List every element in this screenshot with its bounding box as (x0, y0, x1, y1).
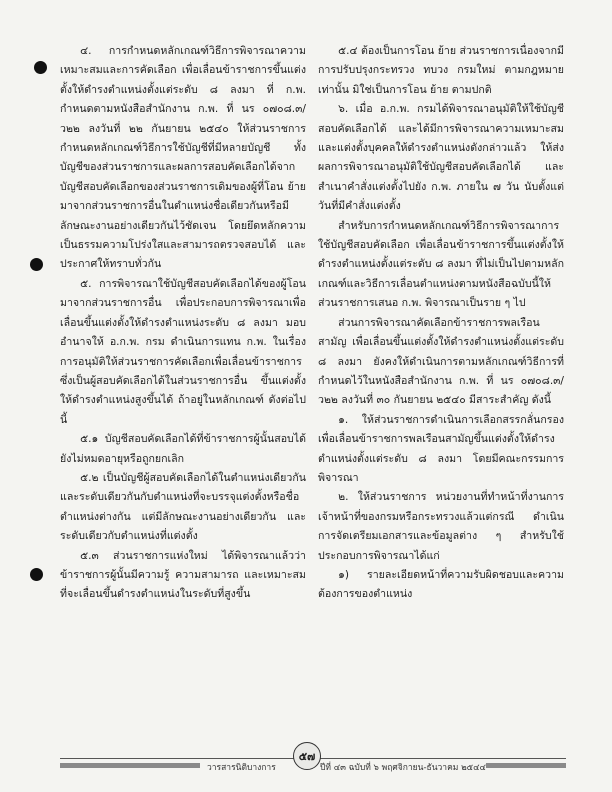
paragraph: ๕. การพิจารณาใช้บัญชีสอบคัดเลือกได้ของผู้โอนมาจากส่วนราชการอื่น เพื่อประกอบการพิจารณาเพื่อเลื่อนขึ้นแต่งตั้งให้ดำรงตำแหน่งระดับ ๘ ลงมา มอบอำนาจให้ อ.ก.พ. กรม ดำเนินการแทน ก.พ. ในเรื่องการอนุมัติให้ส่วนราชการคัดเลือกเพื่อเลื่อนข้าราชการซึ่งเป็นผู้สอบคัดเลือกได้ในส่วนราชการอื่น ขึ้นแต่งตั้งให้ดำรงตำแหน่งสูงขึ้นได้ ถ้าอยู่ในหลักเกณฑ์ ดังต่อไปนี้ (60, 277, 306, 426)
paragraph: ๑) รายละเอียดหน้าที่ความรับผิดชอบและความต้องการของตำแหน่ง (318, 568, 564, 601)
paragraph: ๖. เมื่อ อ.ก.พ. กรมได้พิจารณาอนุมัติให้ใช้บัญชีสอบคัดเลือกได้ และได้มีการพิจารณาความเหมาะสมและแต่งตั้งบุคคลให้ดำรงตำแหน่งดังกล่าวแล้ว ให้ส่งผลการพิจารณาอนุมัติใช้บัญชีสอบคัดเลือกได้ และสำเนาคำสั่งแต่งตั้งไปยัง ก.พ. ภายใน ๗ วัน นับตั้งแต่วันที่มีคำสั่งแต่งตั้ง (318, 103, 564, 213)
paragraph: ๔. การกำหนดหลักเกณฑ์วิธีการพิจารณาความเหมาะสมและการคัดเลือก เพื่อเลื่อนข้าราชการขึ้นแต่งตั้งให้ดำรงตำแหน่งตั้งแต่ระดับ ๘ ลงมา ที่ ก.พ. กำหนดตามหนังสือสำนักงาน ก.พ. ที่ นร ๐๗๐๘.๓/ว๒๒ ลงวันที่ ๒๒ กันยายน ๒๕๔๐ ให้ส่วนราชการกำหนดหลักเกณฑ์วิธีการใช้บัญชีที่มีหลายบัญชี ทั้งบัญชีของส่วนราชการและผลการสอบคัดเลือกได้จากบัญชีสอบคัดเลือกของส่วนราชการเดิมของผู้ที่โอน ย้ายมาจากส่วนราชการอื่นในตำแหน่งชื่อเดียวกันหรือมีลักษณะงานอย่างเดียวกันไว้ชัดเจน โดยยึดหลักความเป็นธรรมความโปร่งใสและสามารถตรวจสอบได้ และประกาศให้ทราบทั่วกัน (60, 45, 306, 271)
footer-decor-bar-left (60, 763, 200, 768)
left-text-column (60, 42, 306, 734)
bullet-mark-middle (30, 258, 43, 271)
page-number: ๕๗ (293, 742, 321, 770)
journal-name: วารสารนิติบางการ (207, 763, 276, 773)
paragraph: ๕.๓ ส่วนราชการแห่งใหม่ ได้พิจารณาแล้วว่า ข้าราชการผู้นั้นมีความรู้ ความสามารถ และเหมาะสมที่จะเลื่อนขึ้นดำรงตำแหน่งในระดับที่สูงขึ้น (60, 549, 306, 601)
issue-info: ปีที่ ๔๓ ฉบับที่ ๖ พฤศจิกายน-ธันวาคม ๒๕๔๔ (320, 763, 486, 773)
paragraph: ๒. ให้ส่วนราชการ หน่วยงานที่ทำหน้าที่งานการเจ้าหน้าที่ของกรมหรือกระทรวงแล้วแต่กรณี ดำเนินการจัดเตรียมเอกสารและข้อมูลต่าง ๆ สำหรับใช้ประกอบการพิจารณาได้แก่ (318, 491, 564, 562)
paragraph: ๕.๒ เป็นบัญชีผู้สอบคัดเลือกได้ในตำแหน่งเดียวกัน และระดับเดียวกันกับตำแหน่งที่จะบรรจุแต่งตั้งหรือชื่อตำแหน่งต่างกัน แต่มีลักษณะงานอย่างเดียวกัน และระดับเดียวกับตำแหน่งที่แต่งตั้ง (60, 471, 306, 543)
right-text-column (318, 42, 564, 734)
paragraph: ๕.๔ ต้องเป็นการโอน ย้าย ส่วนราชการเนื่องจากมีการปรับปรุงกระทรวง ทบวง กรมใหม่ ตามกฎหมายเท่านั้น มิใช่เป็นการโอน ย้าย ตามปกติ (318, 45, 564, 96)
bullet-mark-lower (30, 568, 43, 581)
paragraph: ๕.๑ บัญชีสอบคัดเลือกได้ที่ข้าราชการผู้นั้นสอบได้ยังไม่หมดอายุหรือถูกยกเลิก (60, 433, 306, 465)
bullet-mark-top (34, 61, 47, 74)
paragraph: ส่วนการพิจารณาคัดเลือกข้าราชการพลเรือนสามัญ เพื่อเลื่อนขึ้นแต่งตั้งให้ดำรงตำแหน่งตั้งแต่ระดับ ๘ ลงมา ยังคงให้ดำเนินการตามหลักเกณฑ์วิธีการที่กำหนดไว้ในหนังสือสำนักงาน ก.พ. ที่ นร ๐๗๐๘.๓/ว๒๒ ลงวันที่ ๓๐ กันยายน ๒๕๔๐ มีสาระสำคัญ ดังนี้ (318, 316, 564, 407)
footer-decor-bar-right (486, 763, 566, 768)
paragraph: สำหรับการกำหนดหลักเกณฑ์วิธีการพิจารณาการใช้บัญชีสอบคัดเลือก เพื่อเลื่อนข้าราชการขึ้นแต่งตั้งให้ดำรงตำแหน่งตั้งแต่ระดับ ๘ ลงมา ที่ไม่เป็นไปตามหลักเกณฑ์และวิธีการเลื่อนตำแหน่งตามหนังสือฉบับนี้ให้ส่วนราชการเสนอ ก.พ. พิจารณาเป็นราย ๆ ไป (318, 219, 564, 310)
paragraph: ๑. ให้ส่วนราชการดำเนินการเลือกสรรกลั่นกรองเพื่อเลื่อนข้าราชการพลเรือนสามัญขึ้นแต่งตั้งให้ดำรงตำแหน่งตั้งแต่ระดับ ๘ ลงมา โดยมีคณะกรรมการพิจารณา (318, 413, 564, 484)
